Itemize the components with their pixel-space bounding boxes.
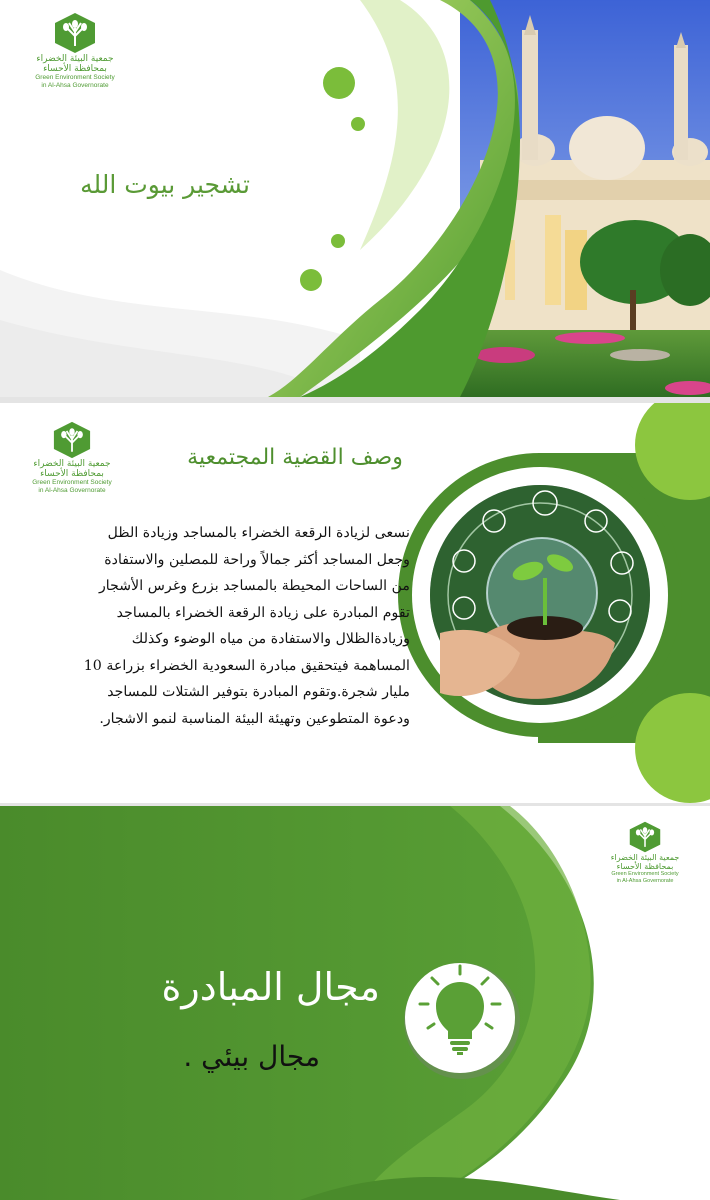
body-line: تقوم المبادرة على زيادة الرقعة الخضراء بالمساجد <box>116 604 410 621</box>
logo-english-line1: Green Environment Society <box>611 871 679 877</box>
body-line: مليار شجرة.وتقوم المبادرة بتوفير الشتلات للمساجد <box>107 684 410 700</box>
decor-dot <box>300 269 322 291</box>
slide3-subtitle: مجال بيئي . <box>183 1040 320 1073</box>
logo-arabic-line2: بمحافظة الأحساء <box>40 469 104 479</box>
logo-english-line2: in Al-Ahsa Governorate <box>616 878 674 884</box>
decor-dot <box>331 234 345 248</box>
leaf-hexagon-logo-icon <box>628 821 662 853</box>
logo-arabic-line1: جمعية البيئة الخضراء <box>36 54 114 64</box>
body-line: من الساحات المحيطة بالمساجد بزرع وغرس الأشجار <box>98 578 410 594</box>
logo-arabic-line2: بمحافظة الأحساء <box>43 64 107 74</box>
logo-arabic-line1: جمعية البيئة الخضراء <box>33 459 111 469</box>
slide2-title: وصف القضية المجتمعية <box>187 445 403 470</box>
decor-dot <box>323 67 355 99</box>
green-band-light <box>360 0 449 250</box>
leaf-hexagon-logo-icon <box>53 12 97 54</box>
society-logo <box>25 12 125 90</box>
body-line: وجعل المساجد أكثر جمالاً وراحة للمصلين والاستفادة <box>104 551 410 568</box>
decor-dot <box>351 117 365 131</box>
slide-title <box>0 0 710 397</box>
body-line: ودعوة المتطوعين وتهيئة البيئة المناسبة لنمو الاشجار. <box>99 710 410 727</box>
body-line: نسعى لزيادة الرقعة الخضراء بالمساجد وزيادة الظل <box>107 525 410 541</box>
society-logo <box>600 821 690 885</box>
logo-english-line1: Green Environment Society <box>32 479 112 486</box>
society-logo <box>22 421 122 495</box>
body-line: المساهمة فيتحقيق مبادرة السعودية الخضراء بزراعة 10 <box>83 657 410 674</box>
slide2-body <box>30 520 410 732</box>
slide1-title: تشجير بيوت الله <box>80 170 250 199</box>
leaf-hexagon-logo-icon <box>52 421 92 459</box>
body-line: وزيادةالظلال والاستفادة من مياه الوضوء وكذلك <box>131 631 410 647</box>
logo-english-line2: in Al-Ahsa Governorate <box>38 487 106 494</box>
slide3-title: مجال المبادرة <box>161 965 380 1009</box>
logo-arabic-line2: بمحافظة الأحساء <box>616 862 674 871</box>
logo-english-line1: Green Environment Society <box>35 74 115 81</box>
logo-english-line2: in Al-Ahsa Governorate <box>41 82 109 89</box>
logo-arabic-line1: جمعية البيئة الخضراء <box>610 853 680 862</box>
plant-in-hands-photo <box>430 485 650 705</box>
